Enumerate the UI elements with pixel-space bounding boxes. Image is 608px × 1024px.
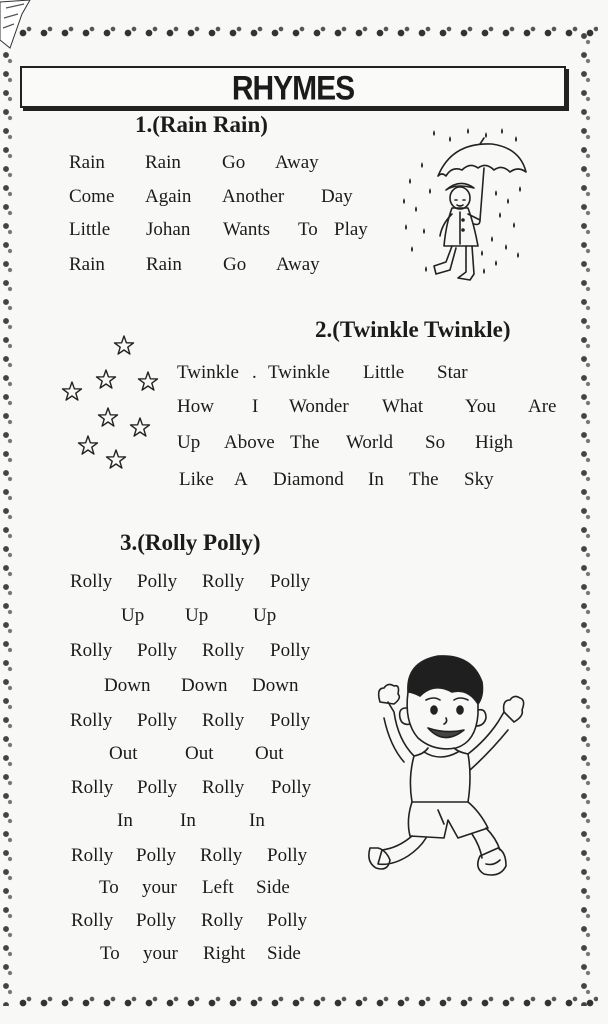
word: In xyxy=(368,469,384,490)
word: Out xyxy=(109,743,138,764)
word: Out xyxy=(255,743,284,764)
word: Polly xyxy=(136,845,177,866)
word: World xyxy=(346,432,394,453)
word: Johan xyxy=(146,219,191,240)
word: Rolly xyxy=(71,777,114,798)
word: In xyxy=(180,810,196,831)
word: Rolly xyxy=(202,640,245,661)
word: The xyxy=(290,432,320,453)
word: Another xyxy=(222,186,285,207)
word: Rolly xyxy=(201,910,244,931)
word: Polly xyxy=(271,777,312,798)
word: Wonder xyxy=(289,396,349,417)
title-box xyxy=(20,66,566,108)
word: Polly xyxy=(136,910,177,931)
word: Star xyxy=(437,362,468,383)
word: Go xyxy=(223,254,247,275)
word: Rolly xyxy=(70,640,113,661)
word: Away xyxy=(276,254,320,275)
word: Polly xyxy=(270,571,311,592)
word: Rain xyxy=(69,152,105,173)
word: Rolly xyxy=(70,571,113,592)
word: Rolly xyxy=(71,910,114,931)
word: Down xyxy=(181,675,228,696)
word: Away xyxy=(275,152,319,173)
word: Twinkle xyxy=(268,362,330,383)
word: Polly xyxy=(137,777,178,798)
word: Polly xyxy=(137,571,178,592)
decorative-border-top xyxy=(18,24,598,44)
word: Down xyxy=(104,675,151,696)
word: Polly xyxy=(267,845,308,866)
word: Little xyxy=(363,362,405,383)
word: . xyxy=(252,362,257,383)
word: Polly xyxy=(137,640,178,661)
word: Polly xyxy=(270,710,311,731)
word: Polly xyxy=(137,710,178,731)
word: Rain xyxy=(69,254,105,275)
rhyme-2-heading: 2.(Twinkle Twinkle) xyxy=(315,317,511,342)
word: Rain xyxy=(145,152,181,173)
word: Rolly xyxy=(202,571,245,592)
word: Rain xyxy=(146,254,182,275)
page-title: RHYMES xyxy=(231,69,355,108)
girl-umbrella-illustration xyxy=(400,128,530,290)
word: How xyxy=(177,396,214,417)
word: Again xyxy=(145,186,192,207)
word: Rolly xyxy=(70,710,113,731)
word: Left xyxy=(202,877,234,898)
word: Up xyxy=(177,432,201,453)
word: To xyxy=(100,943,120,964)
word: Come xyxy=(69,186,115,207)
word: In xyxy=(117,810,133,831)
jumping-boy-illustration xyxy=(368,652,528,878)
word: your xyxy=(143,943,178,964)
word: Up xyxy=(185,605,209,626)
word: Up xyxy=(121,605,145,626)
word: So xyxy=(425,432,446,453)
binding-corner-icon xyxy=(0,0,40,50)
word: Sky xyxy=(464,469,494,490)
word: The xyxy=(409,469,439,490)
word: Side xyxy=(267,943,301,964)
word: High xyxy=(475,432,513,453)
word: Are xyxy=(528,396,557,417)
word: Up xyxy=(253,605,277,626)
word: I xyxy=(252,396,259,417)
stars-cluster-illustration xyxy=(58,332,168,476)
word: Twinkle xyxy=(177,362,239,383)
word: Out xyxy=(185,743,214,764)
word: To xyxy=(99,877,119,898)
word: Wants xyxy=(223,219,271,240)
word: What xyxy=(382,396,424,417)
word: In xyxy=(249,810,265,831)
word: Polly xyxy=(270,640,311,661)
word: Day xyxy=(321,186,353,207)
decorative-border-bottom xyxy=(18,994,598,1014)
word: Polly xyxy=(267,910,308,931)
word: Rolly xyxy=(202,710,245,731)
word: Down xyxy=(252,675,299,696)
word: Diamond xyxy=(273,469,344,490)
word: A xyxy=(234,469,248,490)
word: Rolly xyxy=(200,845,243,866)
word: Play xyxy=(334,219,368,240)
word: Go xyxy=(222,152,246,173)
word: You xyxy=(465,396,496,417)
word: Right xyxy=(203,943,246,964)
word: Above xyxy=(224,432,275,453)
word: To xyxy=(298,219,318,240)
word: Like xyxy=(179,469,214,490)
rhyme-1-heading: 1.(Rain Rain) xyxy=(135,112,268,137)
decorative-border-left xyxy=(0,30,16,1006)
word: Side xyxy=(256,877,290,898)
rhyme-3-heading: 3.(Rolly Polly) xyxy=(120,530,261,555)
word: Little xyxy=(69,219,111,240)
word: Rolly xyxy=(202,777,245,798)
decorative-border-right xyxy=(578,30,594,1006)
word: your xyxy=(142,877,177,898)
word: Rolly xyxy=(71,845,114,866)
